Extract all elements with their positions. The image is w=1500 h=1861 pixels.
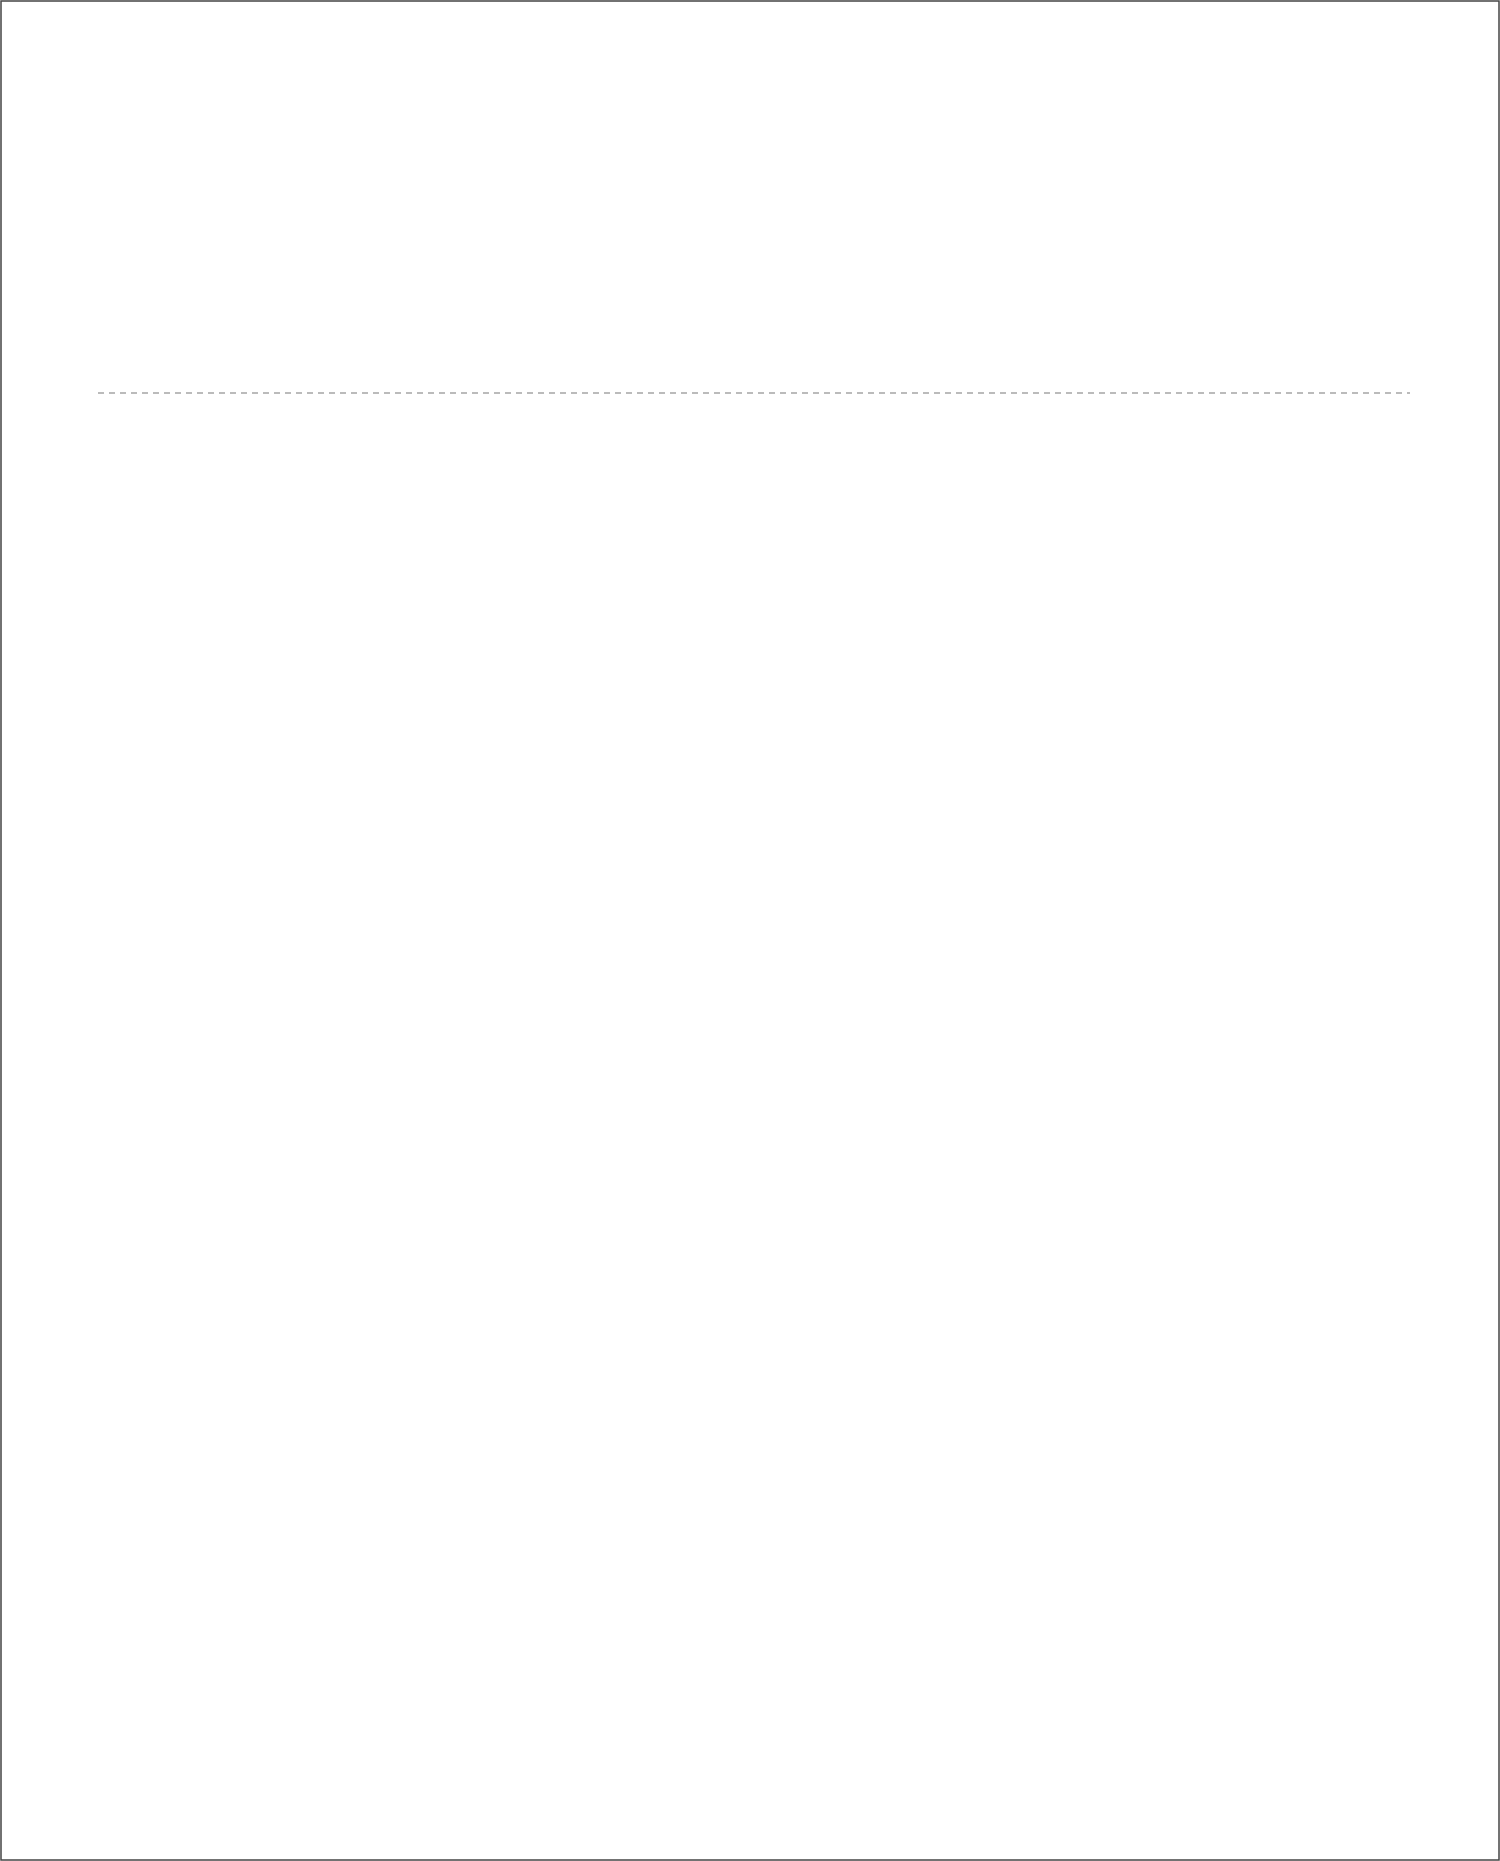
diagram-border xyxy=(1,1,1499,1860)
